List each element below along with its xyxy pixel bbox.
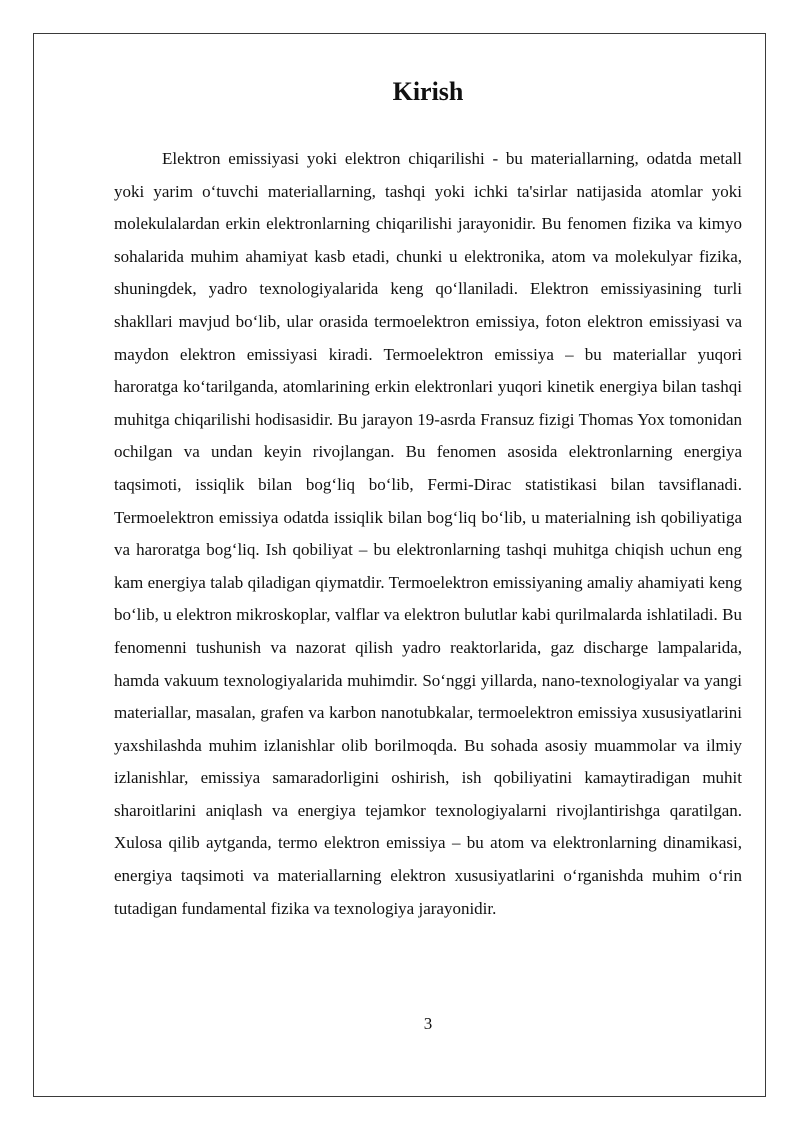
- page-number: 3: [423, 1014, 433, 1033]
- body-paragraph: Elektron emissiyasi yoki elektron chiqarilishi - bu materiallarning, odatda metall yoki yarim o‘tuvchi materiallarning, tashqi yoki ichki ta'sirlar natijasida atomlar yoki molekulalardan erkin elektronlarning chiqarilishi jarayonidir. Bu fenomen fizika va kimyo sohalarida muhim ahamiyat kasb etadi, chunki u elektronika, atom va molekulyar fizika, shuningdek, yadro texnologiyalarida keng qo‘llaniladi. Elektron emissiyasining turli shakllari mavjud bo‘lib, ular orasida termoelektron emissiya, foton elektron emissiyasi va maydon elektron emissiyasi kiradi. Termoelektron emissiya – bu materiallar yuqori haroratga ko‘tarilganda, atomlarining erkin elektronlari yuqori kinetik energiya bilan tashqi muhitga chiqarilishi hodisasidir. Bu jarayon 19-asrda Fransuz fizigi Thomas Yox tomonidan ochilgan va undan keyin rivojlangan. Bu fenomen asosida elektronlarning energiya taqsimoti, issiqlik bilan bog‘liq bo‘lib, Fermi-Dirac statistikasi bilan tavsiflanadi. Termoelektron emissiya odatda issiqlik bilan bog‘liq bo‘lib, u materialning ish qobiliyatiga va haroratga bog‘liq. Ish qobiliyat – bu elektronlarning tashqi muhitga chiqish uchun eng kam energiya talab qiladigan qiymatdir. Termoelektron emissiyaning amaliy ahamiyati keng bo‘lib, u elektron mikroskoplar, valflar va elektron bulutlar kabi qurilmalarda ishlatiladi. Bu fenomenni tushunish va nazorat qilish yadro reaktorlarida, gaz discharge lampalarida, hamda vakuum texnologiyalarida muhimdir. So‘nggi yillarda, nano-texnologiyalar va yangi materiallar, masalan, grafen va karbon nanotubkalar, termoelektron emissiya xususiyatlarini yaxshilashda muhim izlanishlar olib borilmoqda. Bu sohada asosiy muammolar va ilmiy izlanishlar, emissiya samaradorligini oshirish, ish qobiliyatini kamaytiradigan muhit sharoitlarini aniqlash va energiya tejamkor texnologiyalarni rivojlantirishga qaratilgan. Xulosa qilib aytganda, termo elektron emissiya – bu atom va elektronlarning dinamikasi, energiya taqsimoti va materiallarning elektron xususiyatlarini o‘rganishda muhim o‘rin tutadigan fundamental fizika va texnologiya jarayonidir.: [114, 149, 742, 918]
- page-title: Kirish: [392, 77, 464, 106]
